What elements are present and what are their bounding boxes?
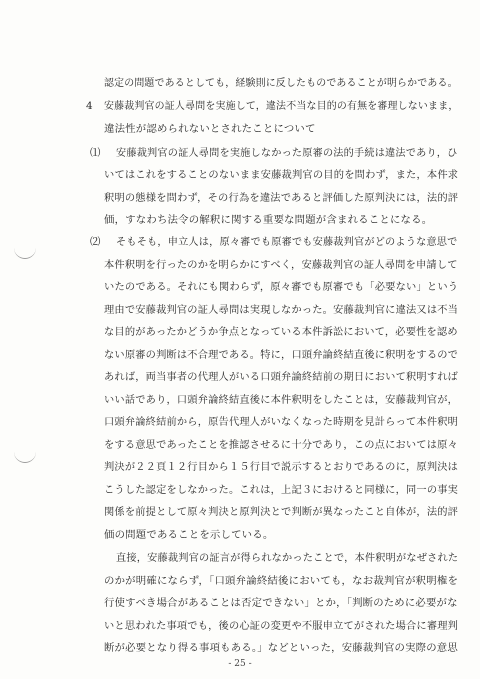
text-line: 行使すべき場合があることは否定できない」とか，「判断のために必要がな [104,597,458,609]
text-line: 口頭弁論終結前から，原告代理人がいなくなった時期を見計らって本件釈明 [104,416,459,428]
binding-hole-mark [14,450,36,463]
text-line: をする意思であったことを推認させるに十分であり，この点においては原々 [104,439,458,451]
text-line: 判決が２２頁１２行目から１５行目で説示するとおりであるのに，原判決は [104,461,459,473]
text-line: 価，すなわち法令の解釈に関する重要な問題が含まれることになる。 [104,214,433,226]
text-line: 関係を前提として原々判決と原判決とで判断が異なったこと自体が，法的評 [104,506,459,518]
text-line: こうした認定をしなかった。これは，上記３におけると同様に，同一の事実 [104,484,459,496]
text-line: そもそも，申立人は，原々審でも原審でも安藤裁判官がどのような意思で [116,236,458,248]
text-line: いたのである。それにも関わらず，原々審でも原審でも「必要ない」という [104,281,459,293]
text-line: 断が必要となり得る事項もある。」などといった，安藤裁判官の実際の意思 [104,642,458,654]
text-line: 価の問題であることを示している。 [104,529,274,541]
text-line: あれば，両当事者の代理人がいる口頭弁論終結前の期日において釈明すれば [104,371,459,383]
section-number: 4 [86,100,93,112]
text-line: 認定の問題であるとしても，経験則に反したものであることが明らかである。 [104,77,458,89]
text-line: 安藤裁判官の証人尋問を実施しなかった原審の法的手続は違法であり，ひ [116,147,458,159]
text-line: 本件釈明を行ったのかを明らかにすべく，安藤裁判官の証人尋問を申請して [104,259,458,271]
text-line: ない原審の判断は不合理である。特に，口頭弁論終結直後に釈明をするので [104,349,459,361]
text-line: な目的があったかどうか争点となっている本件訴訟において，必要性を認め [104,326,458,338]
text-line: いてはこれをすることのないまま安藤裁判官の目的を問わず，また，本件求 [104,169,459,181]
text-line: 釈明の態様を問わず，その行為を違法であると評価した原判決には，法的評 [104,192,459,204]
text-line: 安藤裁判官の証人尋問を実施して，違法不当な目的の有無を審理しないまま， [104,100,459,112]
page-number: - 25 - [228,659,252,669]
text-line: のかが明確にならず，「口頭弁論終結後においても，なお裁判官が釈明権を [104,575,459,587]
text-line: いと思われた事項でも，後の心証の変更や不服申立てがされた場合に審理判 [104,620,459,632]
binding-hole-mark [14,246,36,259]
text-line: いい話であり，口頭弁論終結直後に本件釈明をしたことは，安藤裁判官が， [104,394,459,406]
text-line: 理由で安藤裁判官の証人尋問は実現しなかった。安藤裁判官に違法又は不当 [104,304,459,316]
item-number: ⑵ [90,236,101,248]
text-line: 違法性が認められないとされたことについて [104,123,316,135]
text-line: 直接，安藤裁判官の証言が得られなかったことで，本件釈明がなぜされた [116,552,459,564]
item-number: ⑴ [90,147,101,159]
